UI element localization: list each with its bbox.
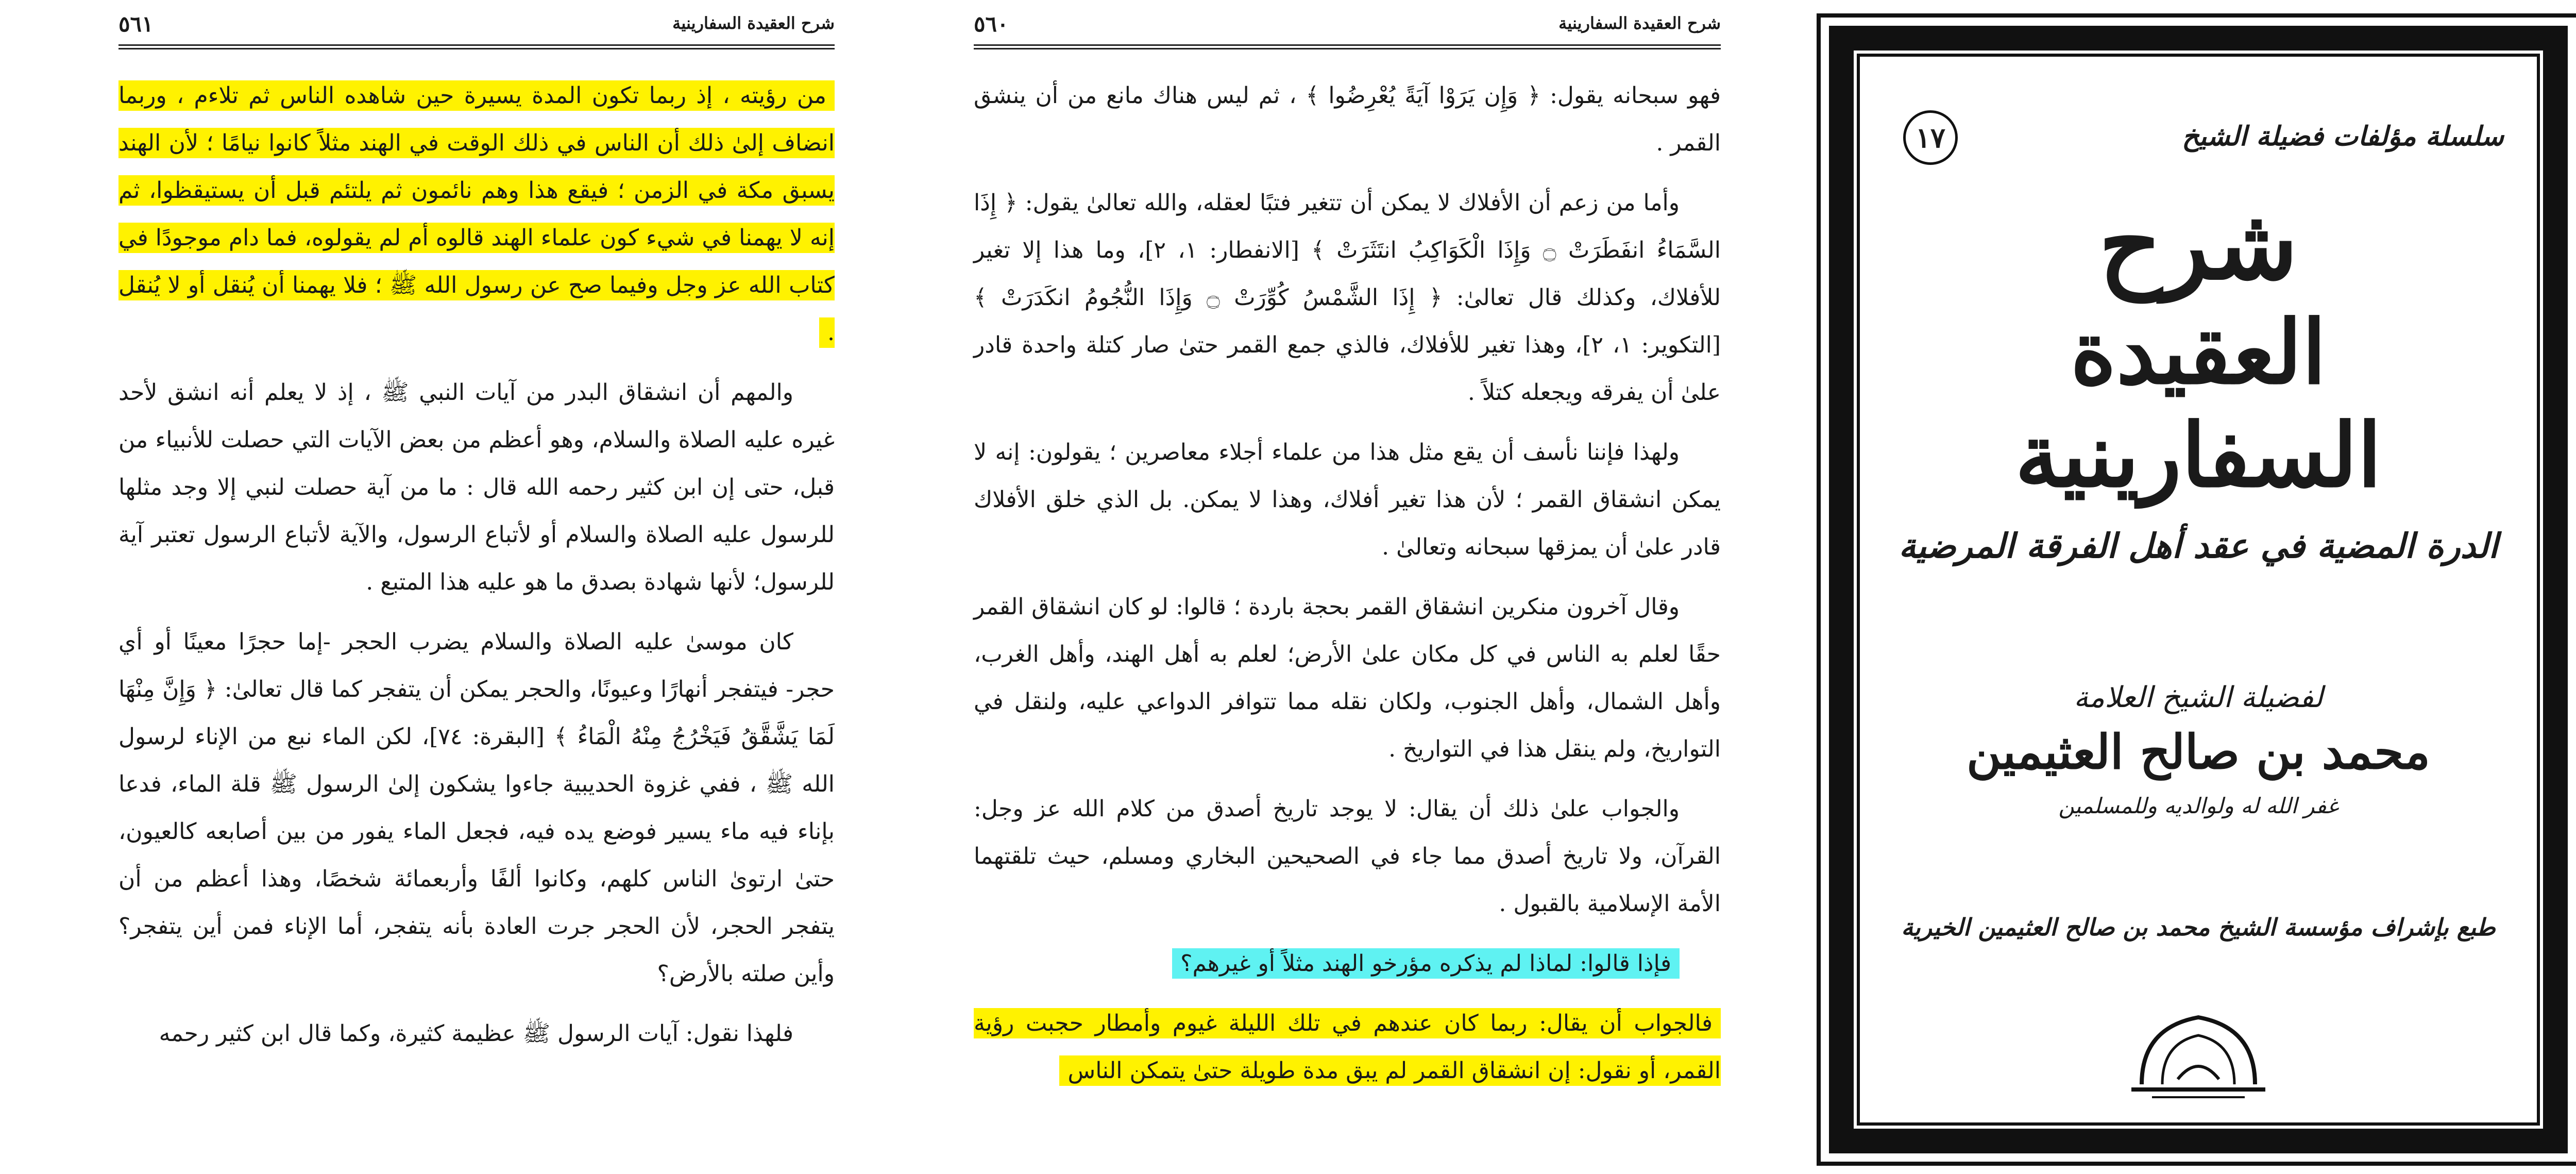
paragraph: والجواب علىٰ ذلك أن يقال: لا يوجد تاريخ أصدق من كلام الله عز وجل: القرآن، ولا تاريخ أصدق مما جاء في الصحيحين البخاري ومسلم، حيث تلقتهما الأمة الإسلامية بالقبول .	[974, 796, 1721, 917]
paragraph	[118, 72, 835, 357]
series-label: سلسلة مؤلفات فضيلة الشيخ	[2182, 121, 2504, 152]
paragraph: ولهذا فإننا نأسف أن يقع مثل هذا من علماء أجلاء معاصرين ؛ يقولون: إنه لا يمكن انشقاق القمر ؛ لأن هذا تغير أفلاك، وهذا لا يمكن. بل الذي خلق الأفلاك قادر علىٰ أن يمزقها سبحانه وتعالىٰ .	[974, 439, 1721, 560]
series-number-badge: ١٧	[1903, 110, 1958, 165]
book-cover	[1803, 0, 2576, 1174]
paragraph: وقال آخرون منكرين انشقاق القمر بحجة باردة ؛ قالوا: لو كان انشقاق القمر حقًا لعلم به الناس في كل مكان علىٰ الأرض؛ لعلم به أهل الهند، وأهل الغرب، وأهل الشمال، وأهل الجنوب، ولكان نقله مما تتوافر الدواعي عليه، ولنقل في التواريخ، ولم ينقل هذا في التواريخ .	[974, 594, 1721, 762]
publication-supervision: طبع بإشراف مؤسسة الشيخ محمد بن صالح العثيمين الخيرية	[1901, 913, 2496, 941]
page-number: ٥٦٠	[974, 11, 1009, 37]
running-title: شرح العقيدة السفارينية	[1558, 13, 1721, 33]
page-body	[118, 72, 835, 1159]
series-row	[1893, 105, 2504, 172]
paragraph: فلهذا نقول: آيات الرسول ﷺ عظيمة كثيرة، وكما قال ابن كثير رحمه	[159, 1020, 793, 1047]
cover-subtitle: الدرة المضية في عقد أهل الفرقة المرضية	[1899, 526, 2498, 566]
cover-frame	[1817, 13, 2576, 1166]
highlighted-answer: فالجواب أن يقال: ربما كان عندهم في تلك الليلة غيوم وأمطار حجبت رؤية القمر، أو نقول: إن انشقاق القمر لم يبق مدة طويلة حتىٰ يتمكن الناس	[974, 1008, 1721, 1086]
cover-book-title: العقيدة السفارينية	[2015, 301, 2382, 507]
page-number: ٥٦١	[118, 11, 154, 37]
publisher-logo	[2121, 1007, 2276, 1105]
paragraph: فهو سبحانه يقول: ﴿ وَإِن يَرَوْا آيَةً يُعْرِضُوا ﴾ ، ثم ليس هناك مانع من أن ينشق القمر .	[974, 82, 1721, 156]
running-title: شرح العقيدة السفارينية	[672, 13, 835, 33]
publisher-logo-icon	[2121, 1007, 2276, 1105]
author-name: محمد بن صالح العثيمين	[1967, 724, 2430, 780]
page-body	[974, 72, 1721, 1159]
page-header	[974, 13, 1721, 49]
author-prayer: غفر الله له ولوالديه وللمسلمين	[2058, 793, 2338, 818]
paragraph	[974, 1000, 1721, 1095]
paragraph: والمهم أن انشقاق البدر من آيات النبي ﷺ ، إذ لا يعلم أنه انشق لأحد غيره عليه الصلاة والسلام، وهو أعظم من بعض الآيات التي حصلت للأنبياء من قبل، حتى إن ابن كثير رحمه الله قال : ما من آية حصلت لنبي إلا وجد مثلها للرسول عليه الصلاة والسلام أو لأتباع الرسول، والآية لأتباع الرسول تعتبر آية للرسول؛ لأنها شهادة بصدق ما هو عليه هذا المتبع .	[118, 379, 835, 595]
book-page-561	[0, 0, 876, 1174]
paragraph: كان موسىٰ عليه الصلاة والسلام يضرب الحجر -إما حجرًا معينًا أو أي حجر- فيتفجر أنهارًا وعيونًا، والحجر يمكن أن يتفجر كما قال تعالىٰ: ﴿ وَإِنَّ مِنْهَا لَمَا يَشَّقَّقُ فَيَخْرُجُ مِنْهُ الْمَاءُ ﴾ [البقرة: ٧٤]، لكن الماء نبع من الإناء لرسول الله ﷺ ، ففي غزوة الحديبية جاءوا يشكون إلىٰ الرسول ﷺ قلة الماء، فدعا بإناء فيه ماء يسير فوضع يده فيه، فجعل الماء يفور من بين أصابعه كالعيون، حتىٰ ارتوىٰ الناس كلهم، وكانوا ألفًا وأربعمائة شخصًا، وهذا أعظم من أن يتفجر الحجر، لأن الحجر جرت العادة بأنه يتفجر، أما الإناء فمن أين يتفجر؟ وأين صلته بالأرض؟	[118, 629, 835, 987]
cover-content	[1893, 90, 2504, 1089]
cover-main-title: شرح	[2098, 187, 2298, 301]
paragraph: وأما من زعم أن الأفلاك لا يمكن أن تتغير فتبًا لعقله، والله تعالىٰ يقول: ﴿ إِذَا السَّمَاءُ انفَطَرَتْ ۝ وَإِذَا الْكَوَاكِبُ انتَثَرَتْ ﴾ [الانفطار: ١، ٢]، وما هذا إلا تغير للأفلاك، وكذلك قال تعالىٰ: ﴿ إِذَا الشَّمْسُ كُوِّرَتْ ۝ وَإِذَا النُّجُومُ انكَدَرَتْ ﴾ [التكوير: ١، ٢]، وهذا تغير للأفلاك، فالذي جمع القمر حتىٰ صار كتلة واحدة قادر علىٰ أن يفرقه ويجعله كتلاً .	[974, 190, 1721, 406]
highlighted-question: فإذا قالوا: لماذا لم يذكره مؤرخو الهند مثلاً أو غيرهم؟	[1172, 948, 1680, 979]
highlighted-passage: من رؤيته ، إذ ربما تكون المدة يسيرة حين شاهده الناس ثم تلاءم ، وربما انضاف إلىٰ ذلك أن الناس في ذلك الوقت في الهند مثلاً كانوا نيامًا ؛ لأن الهند يسبق مكة في الزمن ؛ فيقع هذا وهم نائمون ثم يلتئم قبل أن يستيقظوا، ثم إنه لا يهمنا في شيء كون علماء الهند قالوه أم لم يقولوه، فما دام موجودًا في كتاب الله عز وجل وفيما صح عن رسول الله ﷺ ؛ فلا يهمنا أن يُنقل أو لا يُنقل .	[118, 80, 835, 348]
paragraph	[974, 940, 1721, 987]
page-header	[118, 13, 835, 49]
author-honorific: لفضيلة الشيخ العلامة	[2074, 681, 2323, 714]
book-page-560	[958, 0, 1772, 1174]
